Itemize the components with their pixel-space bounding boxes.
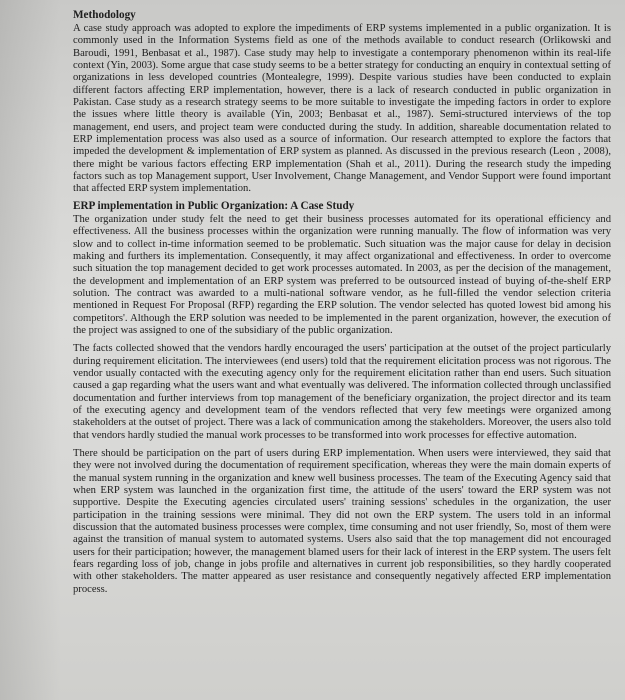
- case-study-paragraph-3: There should be participation on the part of users during ERP implementation. When users were interviewed, they said that they were not involved during the documentation of requirement specification, whereas they were the main domain experts of the manual system running in the organization and knew well business processes. The team of the Executing Agency said that when ERP system was launched in the organization first time, the attitude of the users' toward the ERP system was not supportive. Despite the Executing agencies circulated users' training sessions' schedules in the organization, the user participation in the training sessions were minimal. They did not own the ERP system. The users told in an informal discussion that the automated business processes were complex, time consuming and not user friendly, So, most of them were against the transition of manual system to automated systems. Users also said that the top management did not encouraged users for their participation; however, the management blamed users for their lack of interest in the ERP system. The users felt fears regarding loss of job, change in jobs profile and alternatives in current job responsibilities, so they hardly cooperated with other stakeholders. The matter appeared as user resistance and consequently negatively affected ERP implementation process.: [73, 448, 611, 595]
- case-study-paragraph-1: The organization under study felt the need to get their business processes automated for its operational efficiency and effectiveness. All the business processes within the organization were running manually. The flow of information was very slow and to collect in-time information seemed to be problematic. Such situation was the major cause for delay in decision making and furthers its implementation. Consequently, it may affect organizational and effectiveness. In order to overcome such situation the top management decided to get work processes automated. In 2003, as per the decision of the management, the development and implementation of an ERP system was preferred to be outsourced instead of buying of-the-shelf ERP solution. The contract was awarded to a multi-national software vendor, as he full-filled the vendor selection criteria mentioned in Request For Proposal (RFP) regarding the ERP solution. The vendor selected has quoted lowest bid among his competitors'. Although the ERP solution was needed to be implemented in the parent organization, however, the execution of the project was assigned to one of the subsidiary of the public organization.: [73, 213, 611, 336]
- page-shadow: [0, 0, 60, 700]
- section-heading-case-study: ERP implementation in Public Organization: A Case Study: [73, 199, 355, 212]
- methodology-paragraph: A case study approach was adopted to explore the impediments of ERP systems implemented in a public organization. It is commonly used in the Information Systems field as one of the methods available to conduct research (Orlikowski and Baroudi, 1991, Benbasat et al., 1987). Case study may help to investigate a contemporary phenomenon within its real-life context (Yin, 2003). Some argue that case study seems to be a better strategy for conducting an enquiry in contextual setting of organizations in less developed countries (Montealegre, 1999). Despite various studies have been conducted to explain different factors affecting ERP implementation, however, there is a lack of research conducted in public organization in Pakistan. Case study as a research strategy seems to be more suitable to investigate the impeding factors in order to explore the issues where little theory is available (Yin, 2003; Benbasat et al., 1987). Semi-structured interviews of the top management, end users, and project team were conducted during the study. In addition, shareable documentation related to ERP implementation process was also used as a source of information. Our research attempted to explore the factors that impeded the development & implementation of ERP system as planned. As discussed in the previous research (Leon , 2008), there might be various factors effecting ERP implementation (Shah et al., 2011). During the research study the impeding factors such as top Management support, User Involvement, Change Management, and Vendor Support were found important that affected ERP system implementation.: [73, 23, 611, 195]
- section-heading-methodology: Methodology: [73, 9, 136, 21]
- case-study-paragraph-2: The facts collected showed that the vendors hardly encouraged the users' participation at the outset of the project particularly during requirement elicitation. The interviewees (end users) told that the requirement elicitation process was not rigorous. The vendor usually contacted with the executing agency only for the requirement elicitation rather than end users. Such situation caused a gap regarding what the users want and what eventually was delivered. The information collected through unclassified documentation and further interviews from top management of the beneficiary organization, the project director and its team of the executing agency and development team of the vendors reflected that very few meetings were organized among stakeholders at the outset of project. There was a lack of communication among the stakeholders. Moreover, the users also told that vendors hardly studied the manual work processes to be transformed into work processes for effective automation.: [73, 343, 611, 441]
